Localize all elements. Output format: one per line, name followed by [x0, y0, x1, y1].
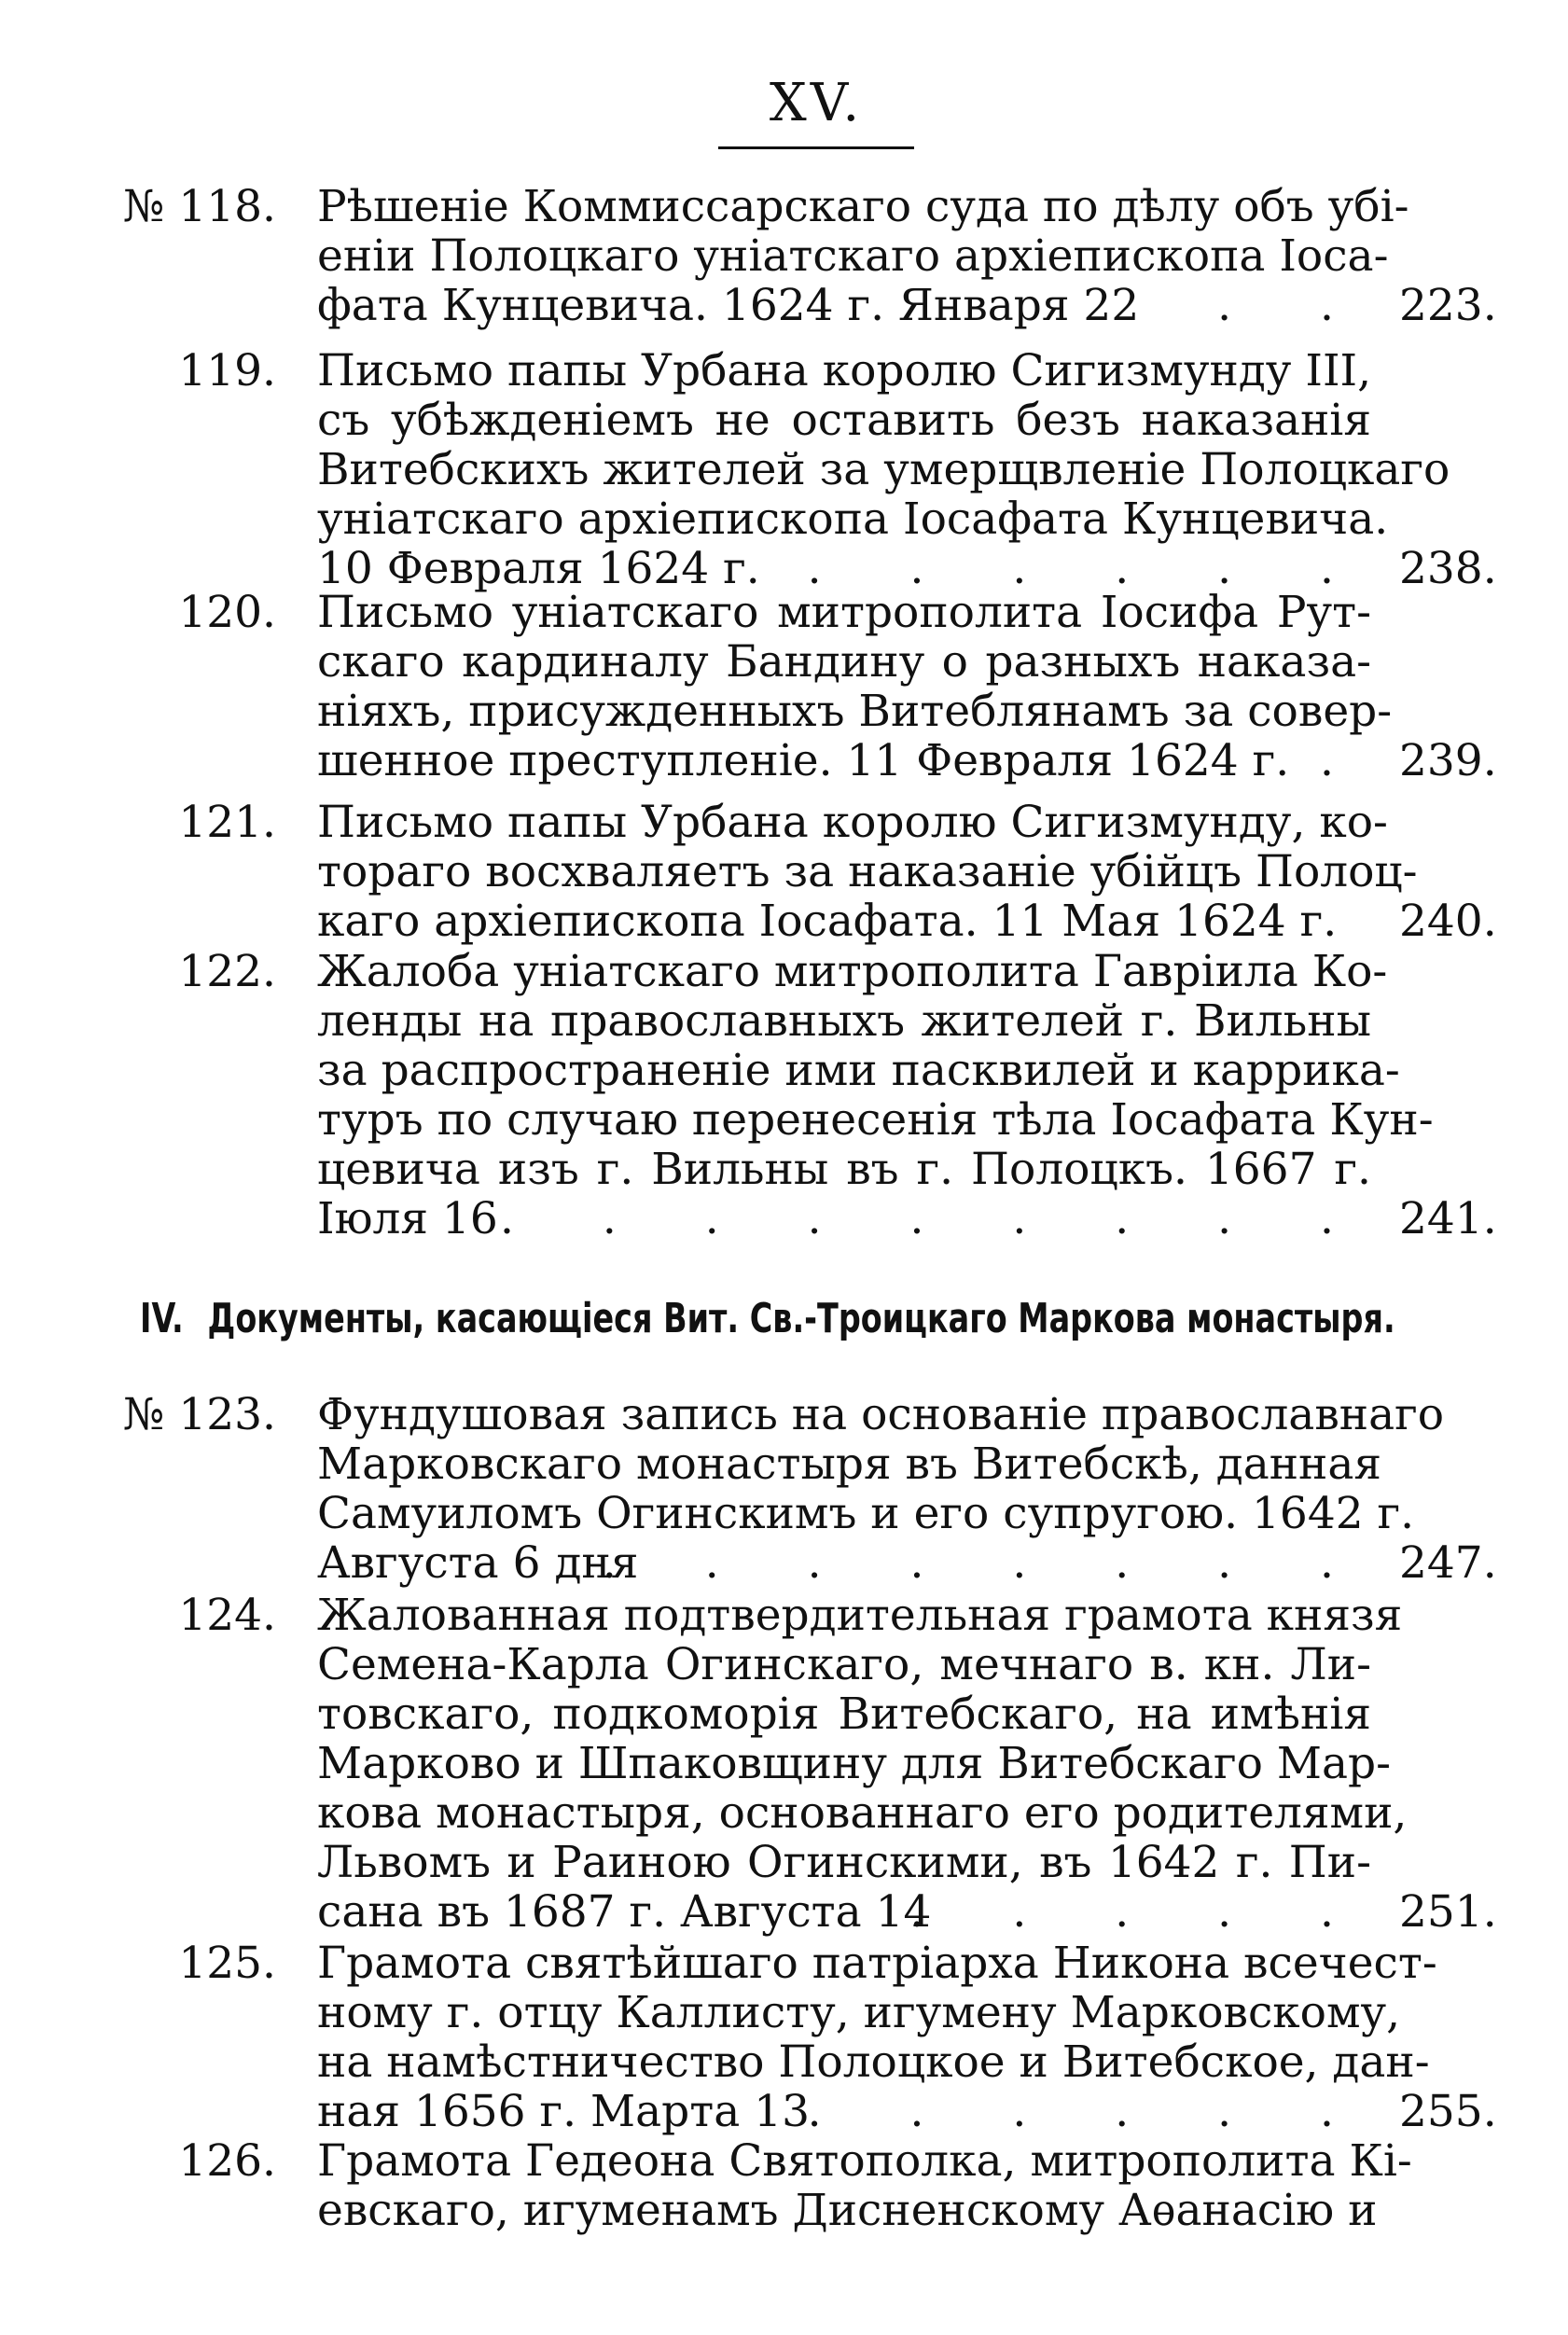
entry-text-line: уніатскаго архіепископа Іосафата Кунцевича. [317, 493, 1389, 545]
entry-text-line: ному г. отцу Каллисту, игумену Марковскому, [317, 1987, 1401, 2038]
entry-text [317, 1590, 1408, 1938]
entry-text-line: ніяхъ, присужденныхъ Витеблянамъ за совер- [317, 686, 1393, 737]
dot-leader: . . . . . . [807, 543, 1371, 594]
entry-text-line-content: сана въ 1687 г. Августа 14 [317, 1886, 932, 1938]
entry-text-line: Львомъ и Раиною Огинскими, въ 1642 г. Пи- [317, 1837, 1371, 1888]
entry-text-line: Витебскихъ жителей за умерщвленіе Полоцкаго [317, 444, 1450, 495]
entry-page-number: 238. [1399, 543, 1497, 594]
section-roman-number: IV. [140, 1295, 184, 1342]
entry-text [317, 1938, 1437, 2137]
entry-number: 119. [178, 345, 276, 396]
dot-leader: . . . . . [909, 1886, 1371, 1938]
entry-text-line: Рѣшеніе Коммиссарскаго суда по дѣлу объ убі- [317, 181, 1409, 232]
dot-leader: . . . . . . [807, 2086, 1371, 2137]
entry-text-line: Жалоба уніатскаго митрополита Гавріила Ко- [317, 946, 1388, 997]
entry-text-line [317, 1194, 1371, 1244]
dot-leader: . . . . . . . . . [500, 1193, 1371, 1244]
entry-text [317, 1389, 1445, 1589]
entry-text-line [317, 2185, 1378, 2236]
entry-text-line: Самуиломъ Огинскимъ и его супругою. 1642 г. [317, 1488, 1415, 1539]
entry-number: 126. [178, 2135, 276, 2187]
entry-text-line [317, 281, 1371, 330]
entry-page-number: 251. [1399, 1886, 1497, 1938]
entry-text [317, 797, 1418, 947]
entry-text-line: цевича изъ г. Вильны въ г. Полоцкъ. 1667 г. [317, 1144, 1371, 1195]
entry-page-number: 223. [1399, 280, 1497, 331]
entry-page-number: 255. [1399, 2086, 1497, 2137]
entry-text-line-content: фата Кунцевича. 1624 г. Января 22 [317, 280, 1140, 331]
entry-text-line: кова монастыря, основаннаго его родителями, [317, 1787, 1408, 1839]
entry-text-line-content: шенное преступленіе. 11 Февраля 1624 г. [317, 735, 1290, 786]
entry-number: 125. [178, 1938, 276, 1989]
entry-page-number: 247. [1399, 1537, 1497, 1589]
entry-page-number: 239. [1399, 735, 1497, 786]
entry-text-line: съ убѣжденіемъ не оставить безъ наказанія [317, 395, 1371, 446]
entry-number: 120. [178, 587, 276, 638]
dot-leader: . [1320, 735, 1371, 786]
entry-text-line: Письмо уніатскаго митрополита Іосифа Рут- [317, 587, 1371, 638]
dot-leader: . . [1217, 280, 1371, 331]
entry-text-line [317, 1887, 1371, 1937]
entry-text-line [317, 2087, 1371, 2136]
entry-text-line: Фундушовая запись на основаніе православнаго [317, 1389, 1445, 1440]
entry-text [317, 587, 1393, 786]
entry-text-line: скаго кардиналу Бандину о разныхъ наказа- [317, 636, 1371, 688]
entry-text-line: Грамота Гедеона Святополка, митрополита Кі- [317, 2135, 1412, 2187]
entry-number: № 118. [122, 181, 276, 232]
entry-text-line-content: евскаго, игуменамъ Дисненскому Аѳанасію и [317, 2185, 1378, 2236]
entry-number: 124. [178, 1590, 276, 1641]
entry-text-line-content: 10 Февраля 1624 г. [317, 543, 760, 594]
page-number: XV. [718, 73, 914, 149]
entry-text-line: Жалованная подтвердительная грамота князя [317, 1590, 1403, 1641]
entry-text-line-content: каго архіепископа Іосафата. 11 Мая 1624 г. [317, 896, 1338, 947]
section-title: Документы, касающіеся Вит. Св.-Троицкаго Маркова монастыря. [207, 1295, 1395, 1342]
entry-text-line: туръ по случаю перенесенія тѣла Іосафата Кун- [317, 1094, 1434, 1146]
entry-text-line: Грамота святѣйшаго патріарха Никона всечест- [317, 1938, 1437, 1989]
entry-page-number: 241. [1399, 1193, 1497, 1244]
entry-number: 122. [178, 946, 276, 997]
entry-text-line: на намѣстничество Полоцкое и Витебское, дан- [317, 2036, 1430, 2088]
entry-text-line [317, 896, 1371, 946]
section-heading [140, 1291, 1395, 1347]
entry-text-line: товскаго, подкоморія Витебскаго, на имѣнія [317, 1689, 1371, 1740]
entry-text-line: Марковскаго монастыря въ Витебскѣ, данная [317, 1439, 1382, 1490]
entry-text-line: еніи Полоцкаго уніатскаго архіепископа Іоса- [317, 230, 1389, 282]
entry-text-line: ленды на православныхъ жителей г. Вильны [317, 995, 1371, 1047]
entry-text-line: за распространеніе ими пасквилей и каррика- [317, 1045, 1400, 1096]
entry-text-line: тораго восхваляетъ за наказаніе убійцъ Полоц- [317, 846, 1418, 897]
entry-text-line-content: Августа 6 дня [317, 1537, 639, 1589]
entry-text [317, 181, 1409, 331]
entry-number: 121. [178, 797, 276, 848]
entry-text-line [317, 1538, 1371, 1588]
dot-leader: . . . . . . . . [602, 1537, 1371, 1589]
entry-text [317, 2135, 1412, 2236]
entry-text [317, 946, 1434, 1244]
entry-text-line: Семена-Карла Огинскаго, мечнаго в. кн. Ли- [317, 1639, 1371, 1690]
entry-text-line-content: Іюля 16 [317, 1193, 498, 1244]
entry-page-number: 240. [1399, 896, 1497, 947]
entry-text-line-content: ная 1656 г. Марта 13 [317, 2086, 810, 2137]
entry-text-line: Письмо папы Урбана королю Сигизмунду III, [317, 345, 1372, 396]
entry-text-line [317, 736, 1371, 785]
entry-text-line: Письмо папы Урбана королю Сигизмунду, ко- [317, 797, 1388, 848]
entry-number: № 123. [122, 1389, 276, 1440]
entry-text-line: Марково и Шпаковщину для Витебскаго Мар- [317, 1738, 1391, 1789]
